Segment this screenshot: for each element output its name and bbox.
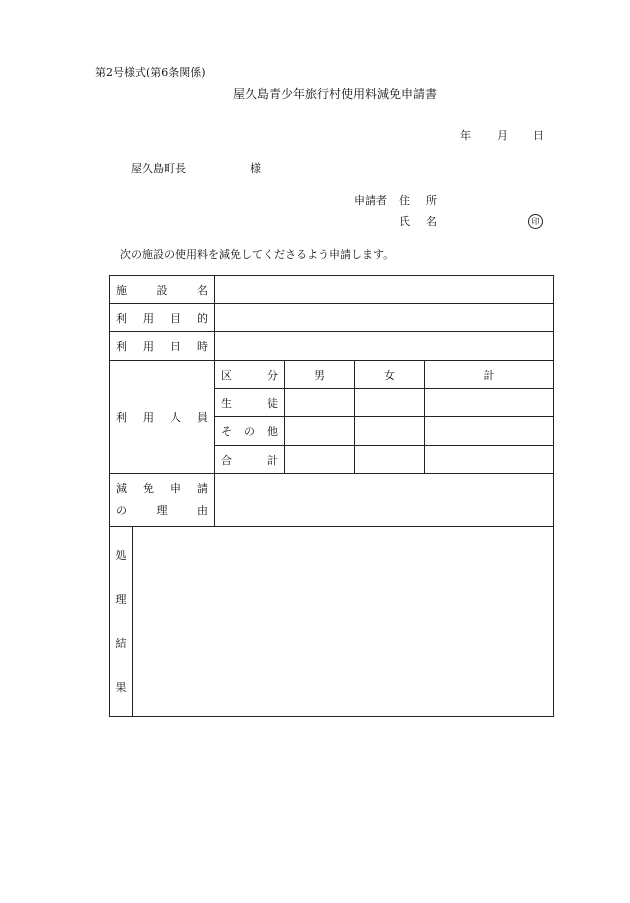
- students-male-value[interactable]: [285, 389, 355, 417]
- facility-row: [110, 276, 554, 304]
- addressee-honorific: 様: [250, 162, 261, 175]
- facility-label-cell: [110, 276, 215, 304]
- sum-label-cell: [215, 446, 285, 474]
- address-label: 住 所: [399, 194, 437, 207]
- sum-male-value[interactable]: [285, 446, 355, 474]
- datetime-label: 利 用 日 時: [116, 340, 208, 353]
- document-title: 屋久島青少年旅行村使用料減免申請書: [233, 87, 438, 101]
- others-label: そ の 他: [221, 425, 278, 438]
- students-female-value[interactable]: [355, 389, 425, 417]
- purpose-value[interactable]: [215, 304, 554, 332]
- purpose-label: 利 用 目 的: [116, 311, 208, 325]
- reason-row: [110, 474, 554, 527]
- date-year-label: 年: [460, 129, 471, 142]
- reason-value[interactable]: [215, 474, 554, 527]
- users-label-cell: [110, 361, 215, 474]
- processing-box: [109, 527, 554, 717]
- kubun-header: 区 分: [221, 368, 278, 382]
- reason-label-cell: [110, 474, 215, 527]
- kubun-header-cell: [215, 361, 285, 389]
- addressee-name: 屋久島町長: [131, 162, 186, 175]
- intro-text: 次の施設の使用料を減免してくださるよう申請します。: [120, 248, 395, 261]
- students-label-cell: [215, 389, 285, 417]
- female-header: 女: [355, 361, 425, 389]
- form-number: 第2号様式(第6条関係): [95, 66, 206, 79]
- seal-mark-icon: 印: [528, 214, 543, 229]
- application-table: [109, 275, 554, 527]
- purpose-row: [110, 304, 554, 332]
- facility-label: 施 設 名: [116, 283, 208, 297]
- users-label: 利 用 人 員: [116, 411, 208, 424]
- name-label: 氏 名: [399, 215, 437, 228]
- male-header: 男: [285, 361, 355, 389]
- sum-female-value[interactable]: [355, 446, 425, 474]
- total-header: 計: [425, 361, 554, 389]
- processing-label: 処 理 結 果: [115, 548, 127, 695]
- datetime-label-cell: [110, 332, 215, 361]
- others-total-value[interactable]: [425, 417, 554, 446]
- sum-label: 合 計: [221, 453, 278, 467]
- datetime-row: [110, 332, 554, 361]
- date-month-label: 月: [497, 129, 508, 142]
- reason-label: 減 免 申 請 の 理 由: [116, 482, 208, 517]
- facility-value[interactable]: [215, 276, 554, 304]
- date-day-label: 日: [533, 129, 544, 142]
- others-label-cell: [215, 417, 285, 446]
- purpose-label-cell: [110, 304, 215, 332]
- processing-label-column: [110, 527, 133, 716]
- datetime-value[interactable]: [215, 332, 554, 361]
- students-total-value[interactable]: [425, 389, 554, 417]
- sum-total-value[interactable]: [425, 446, 554, 474]
- processing-value[interactable]: [133, 527, 553, 716]
- users-header-row: [110, 361, 554, 389]
- applicant-label: 申請者: [354, 194, 387, 207]
- students-label: 生 徒: [221, 396, 278, 410]
- others-female-value[interactable]: [355, 417, 425, 446]
- others-male-value[interactable]: [285, 417, 355, 446]
